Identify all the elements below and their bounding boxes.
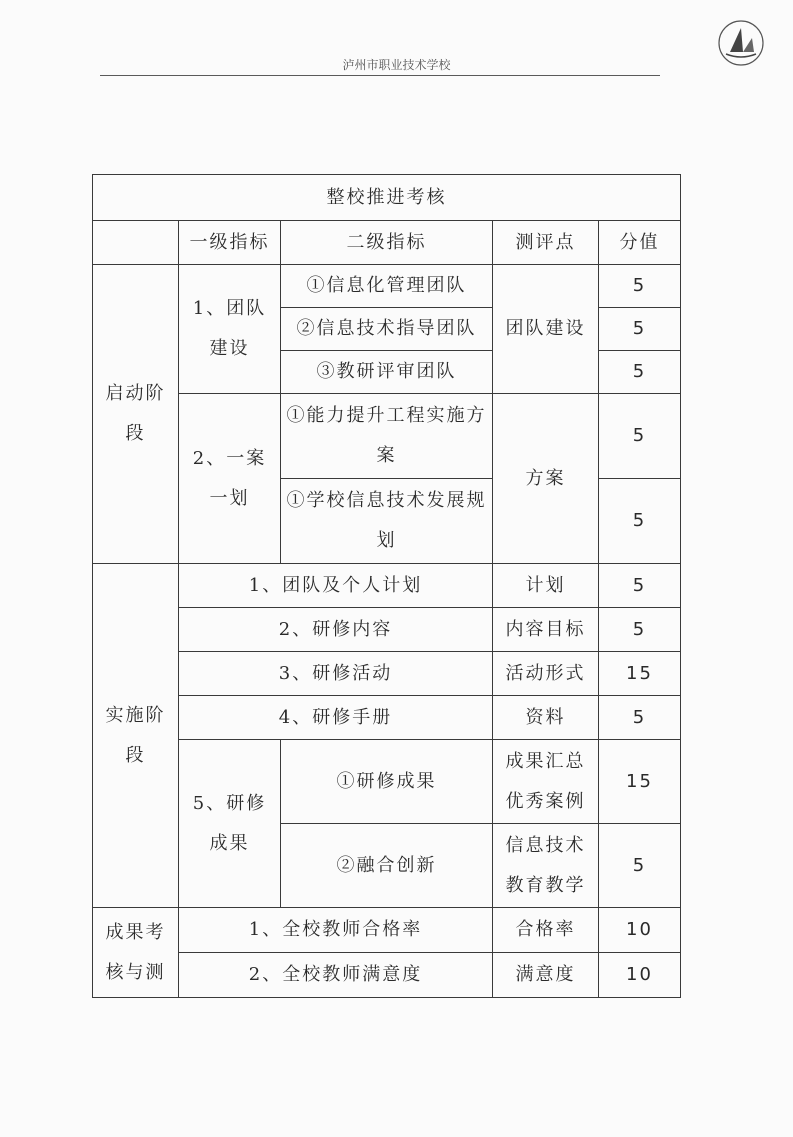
header-score: 分值: [599, 221, 681, 265]
score-cell: 5: [599, 696, 681, 740]
row-label: 3、研修活动: [179, 652, 493, 696]
header-level1: 一级指标: [179, 221, 281, 265]
point-cell: 信息技术教育教学: [493, 824, 599, 908]
header-level2: 二级指标: [281, 221, 493, 265]
group-team-building: 1、团队建设: [179, 265, 281, 394]
score-cell: 5: [599, 479, 681, 564]
item-label: ①研修成果: [281, 740, 493, 824]
point-cell: 计划: [493, 564, 599, 608]
score-cell: 5: [599, 608, 681, 652]
group-plan: 2、一案一划: [179, 394, 281, 564]
score-cell: 5: [599, 394, 681, 479]
row-label: 1、团队及个人计划: [179, 564, 493, 608]
item-label: ③教研评审团队: [281, 351, 493, 394]
item-label: ①能力提升工程实施方案: [281, 394, 493, 479]
stage-implementation: 实施阶段: [93, 564, 179, 908]
item-label: ①信息化管理团队: [281, 265, 493, 308]
score-cell: 5: [599, 265, 681, 308]
score-cell: 15: [599, 652, 681, 696]
score-cell: 10: [599, 908, 681, 953]
row-label: 2、全校教师满意度: [179, 953, 493, 998]
stage-start: 启动阶段: [93, 265, 179, 564]
score-cell: 5: [599, 351, 681, 394]
school-name-header: 泸州市职业技术学校: [342, 58, 451, 72]
point-cell: 满意度: [493, 953, 599, 998]
assessment-table: [92, 174, 681, 998]
item-label: ②信息技术指导团队: [281, 308, 493, 351]
table-title: 整校推进考核: [93, 175, 681, 221]
header-empty-cell: [93, 221, 179, 265]
row-label: 2、研修内容: [179, 608, 493, 652]
score-cell: 5: [599, 824, 681, 908]
score-cell: 15: [599, 740, 681, 824]
stage-results: 成果考核与测: [93, 908, 179, 998]
header-point: 测评点: [493, 221, 599, 265]
item-label: ①学校信息技术发展规划: [281, 479, 493, 564]
group-research-results: 5、研修成果: [179, 740, 281, 908]
point-cell: 活动形式: [493, 652, 599, 696]
point-plan: 方案: [493, 394, 599, 564]
point-cell: 内容目标: [493, 608, 599, 652]
item-label: ②融合创新: [281, 824, 493, 908]
row-label: 1、全校教师合格率: [179, 908, 493, 953]
point-team-building: 团队建设: [493, 265, 599, 394]
score-cell: 5: [599, 308, 681, 351]
header-divider: [100, 75, 660, 76]
score-cell: 10: [599, 953, 681, 998]
row-label: 4、研修手册: [179, 696, 493, 740]
point-cell: 成果汇总优秀案例: [493, 740, 599, 824]
point-cell: 合格率: [493, 908, 599, 953]
score-cell: 5: [599, 564, 681, 608]
point-cell: 资料: [493, 696, 599, 740]
